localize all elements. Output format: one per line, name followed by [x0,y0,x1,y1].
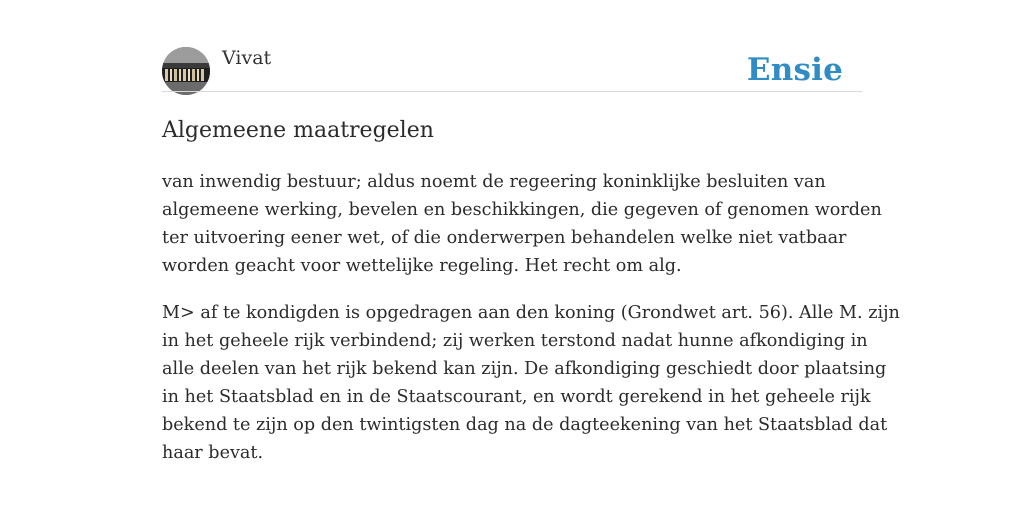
source-avatar[interactable] [162,47,210,95]
text-line: worden geacht voor wettelijke regeling. Het recht om alg. [162,256,682,276]
source-name[interactable]: Vivat [222,47,272,69]
text-line: in het Staatsblad en in de Staatscourant, en wordt gerekend in het geheele rijk [162,387,871,407]
paragraph [162,299,900,467]
text-line: ter uitvoering eener wet, of die onderwerpen behandelen welke niet vatbaar [162,228,847,248]
text-line: van inwendig bestuur; aldus noemt de regeering koninklijke besluiten van [162,172,826,192]
text-line: M> af te kondigden is opgedragen aan den koning (Grondwet art. 56). Alle M. zijn [162,303,900,323]
text-line: algemeene werking, bevelen en beschikkingen, die gegeven of genomen worden [162,200,882,220]
paragraph [162,168,882,280]
article-title: Algemeene maatregelen [162,118,434,143]
header-divider [162,91,862,92]
text-line: haar bevat. [162,443,264,463]
text-line: bekend te zijn op den twintigsten dag na de dagteekening van het Staatsblad dat [162,415,888,435]
brand-logo[interactable]: Ensie [746,52,843,88]
bookshelf-image [162,47,210,95]
text-line: in het geheele rijk verbindend; zij werken terstond nadat hunne afkondiging in [162,331,868,351]
text-line: alle deelen van het rijk bekend kan zijn. De afkondiging geschiedt door plaatsing [162,359,887,379]
article-body [162,168,900,486]
